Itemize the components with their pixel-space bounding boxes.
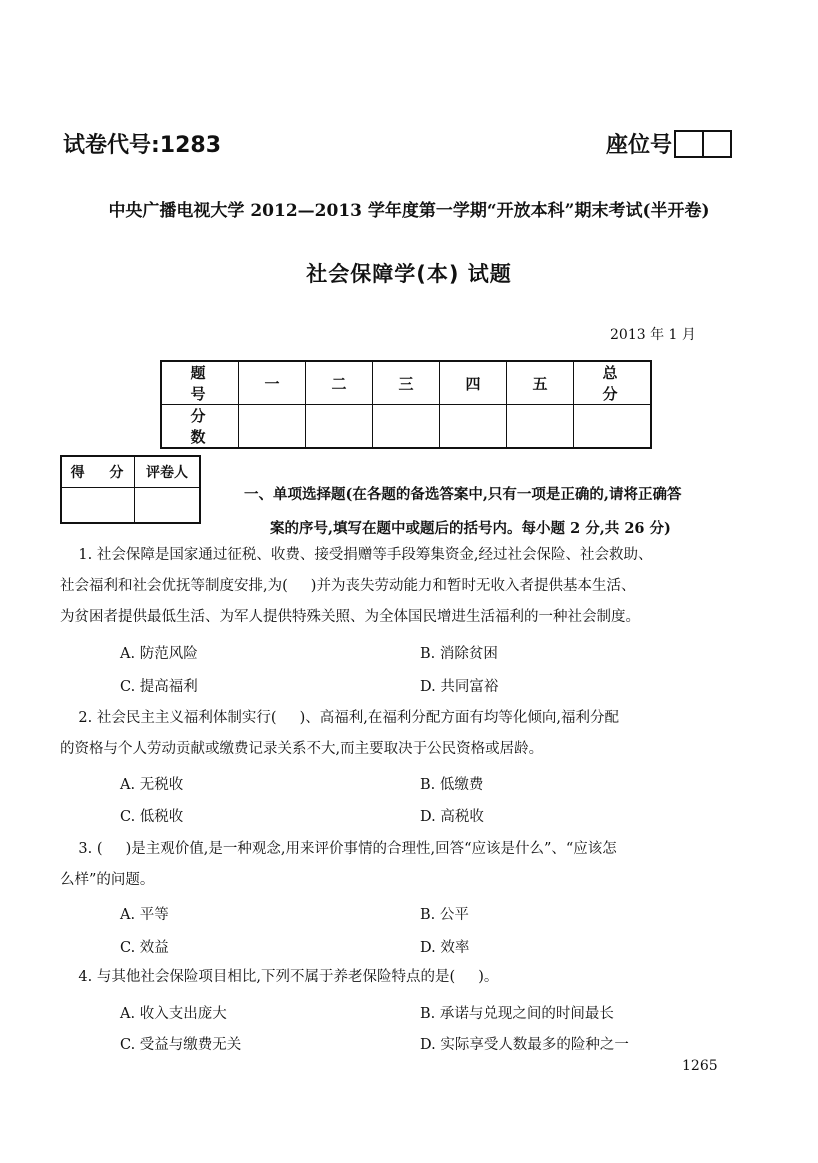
exam-title: 社会保障学(本) 试题: [306, 262, 512, 286]
score-cell: 总 分: [574, 361, 652, 405]
option-c[interactable]: C. 低税收: [120, 809, 184, 825]
question-line: 社会福利和社会优抚等制度安排,为( )并为丧失劳动能力和暂时无收入者提供基本生活、: [60, 578, 636, 594]
option-b[interactable]: B. 消除贫困: [420, 646, 498, 662]
score-cell: 题 号: [161, 361, 239, 405]
score-cell: 分 数: [161, 405, 239, 449]
score-blank[interactable]: [507, 405, 574, 449]
page-number: 1265: [682, 1058, 718, 1074]
section-heading-line: 案的序号,填写在题中或题后的括号内。每小题 2 分,共 26 分): [270, 520, 671, 537]
question-4: [60, 962, 750, 993]
question-line: 的资格与个人劳动贡献或缴费记录关系不大,而主要取决于公民资格或居龄。: [60, 741, 544, 757]
score-table: [160, 360, 652, 449]
score-table-score-row: [161, 405, 651, 449]
score-blank[interactable]: [306, 405, 373, 449]
option-b[interactable]: B. 公平: [420, 907, 469, 923]
option-d[interactable]: D. 高税收: [420, 809, 484, 825]
question-line: 么样”的问题。: [60, 872, 155, 888]
score-cell: 五: [507, 361, 574, 405]
option-a[interactable]: A. 无税收: [120, 777, 184, 793]
grader-name-label: 评卷人: [135, 456, 201, 488]
question-line: 1. 社会保障是国家通过征税、收费、接受捐赠等手段筹集资金,经过社会保险、社会救助、: [60, 547, 653, 563]
grader-name-blank[interactable]: [135, 488, 201, 524]
grader-score-label: 得 分: [61, 456, 135, 488]
exam-code: 试卷代号:1283: [63, 133, 222, 158]
question-1: [60, 540, 750, 633]
question-3: [60, 834, 750, 896]
score-cell: 三: [373, 361, 440, 405]
seat-boxes[interactable]: [674, 130, 732, 158]
option-d[interactable]: D. 共同富裕: [420, 679, 499, 695]
option-b[interactable]: B. 承诺与兑现之间的时间最长: [420, 1006, 614, 1022]
question-line: 4. 与其他社会保险项目相比,下列不属于养老保险特点的是( )。: [60, 969, 499, 985]
seat-number: [606, 128, 732, 159]
option-c[interactable]: C. 提高福利: [120, 679, 198, 695]
score-cell: 二: [306, 361, 373, 405]
option-c[interactable]: C. 效益: [120, 940, 169, 956]
seat-label: 座位号: [606, 133, 673, 158]
section-heading: [244, 478, 744, 546]
section-heading-line: 一、单项选择题(在各题的备选答案中,只有一项是正确的,请将正确答: [244, 486, 682, 503]
option-a[interactable]: A. 收入支出庞大: [120, 1006, 227, 1022]
option-d[interactable]: D. 实际享受人数最多的险种之一: [420, 1037, 629, 1053]
score-blank[interactable]: [440, 405, 507, 449]
grader-table: [60, 455, 201, 524]
question-line: 3. ( )是主观价值,是一种观念,用来评价事情的合理性,回答“应该是什么”、“应该怎: [60, 841, 617, 857]
option-c[interactable]: C. 受益与缴费无关: [120, 1037, 242, 1053]
exam-date: 2013 年 1 月: [610, 327, 696, 343]
grader-score-blank[interactable]: [61, 488, 135, 524]
score-table-header-row: [161, 361, 651, 405]
option-a[interactable]: A. 平等: [120, 907, 169, 923]
question-line: 2. 社会民主主义福利体制实行( )、高福利,在福利分配方面有均等化倾向,福利分配: [60, 710, 619, 726]
score-cell: 四: [440, 361, 507, 405]
option-b[interactable]: B. 低缴费: [420, 777, 484, 793]
option-a[interactable]: A. 防范风险: [120, 646, 198, 662]
option-d[interactable]: D. 效率: [420, 940, 470, 956]
question-line: 为贫困者提供最低生活、为军人提供特殊关照、为全体国民增进生活福利的一种社会制度。: [60, 609, 640, 625]
score-cell: 一: [239, 361, 306, 405]
score-blank[interactable]: [239, 405, 306, 449]
score-blank[interactable]: [373, 405, 440, 449]
question-2: [60, 703, 750, 765]
exam-header: 中央广播电视大学 2012—2013 学年度第一学期“开放本科”期末考试(半开卷): [108, 201, 710, 221]
score-blank[interactable]: [574, 405, 652, 449]
